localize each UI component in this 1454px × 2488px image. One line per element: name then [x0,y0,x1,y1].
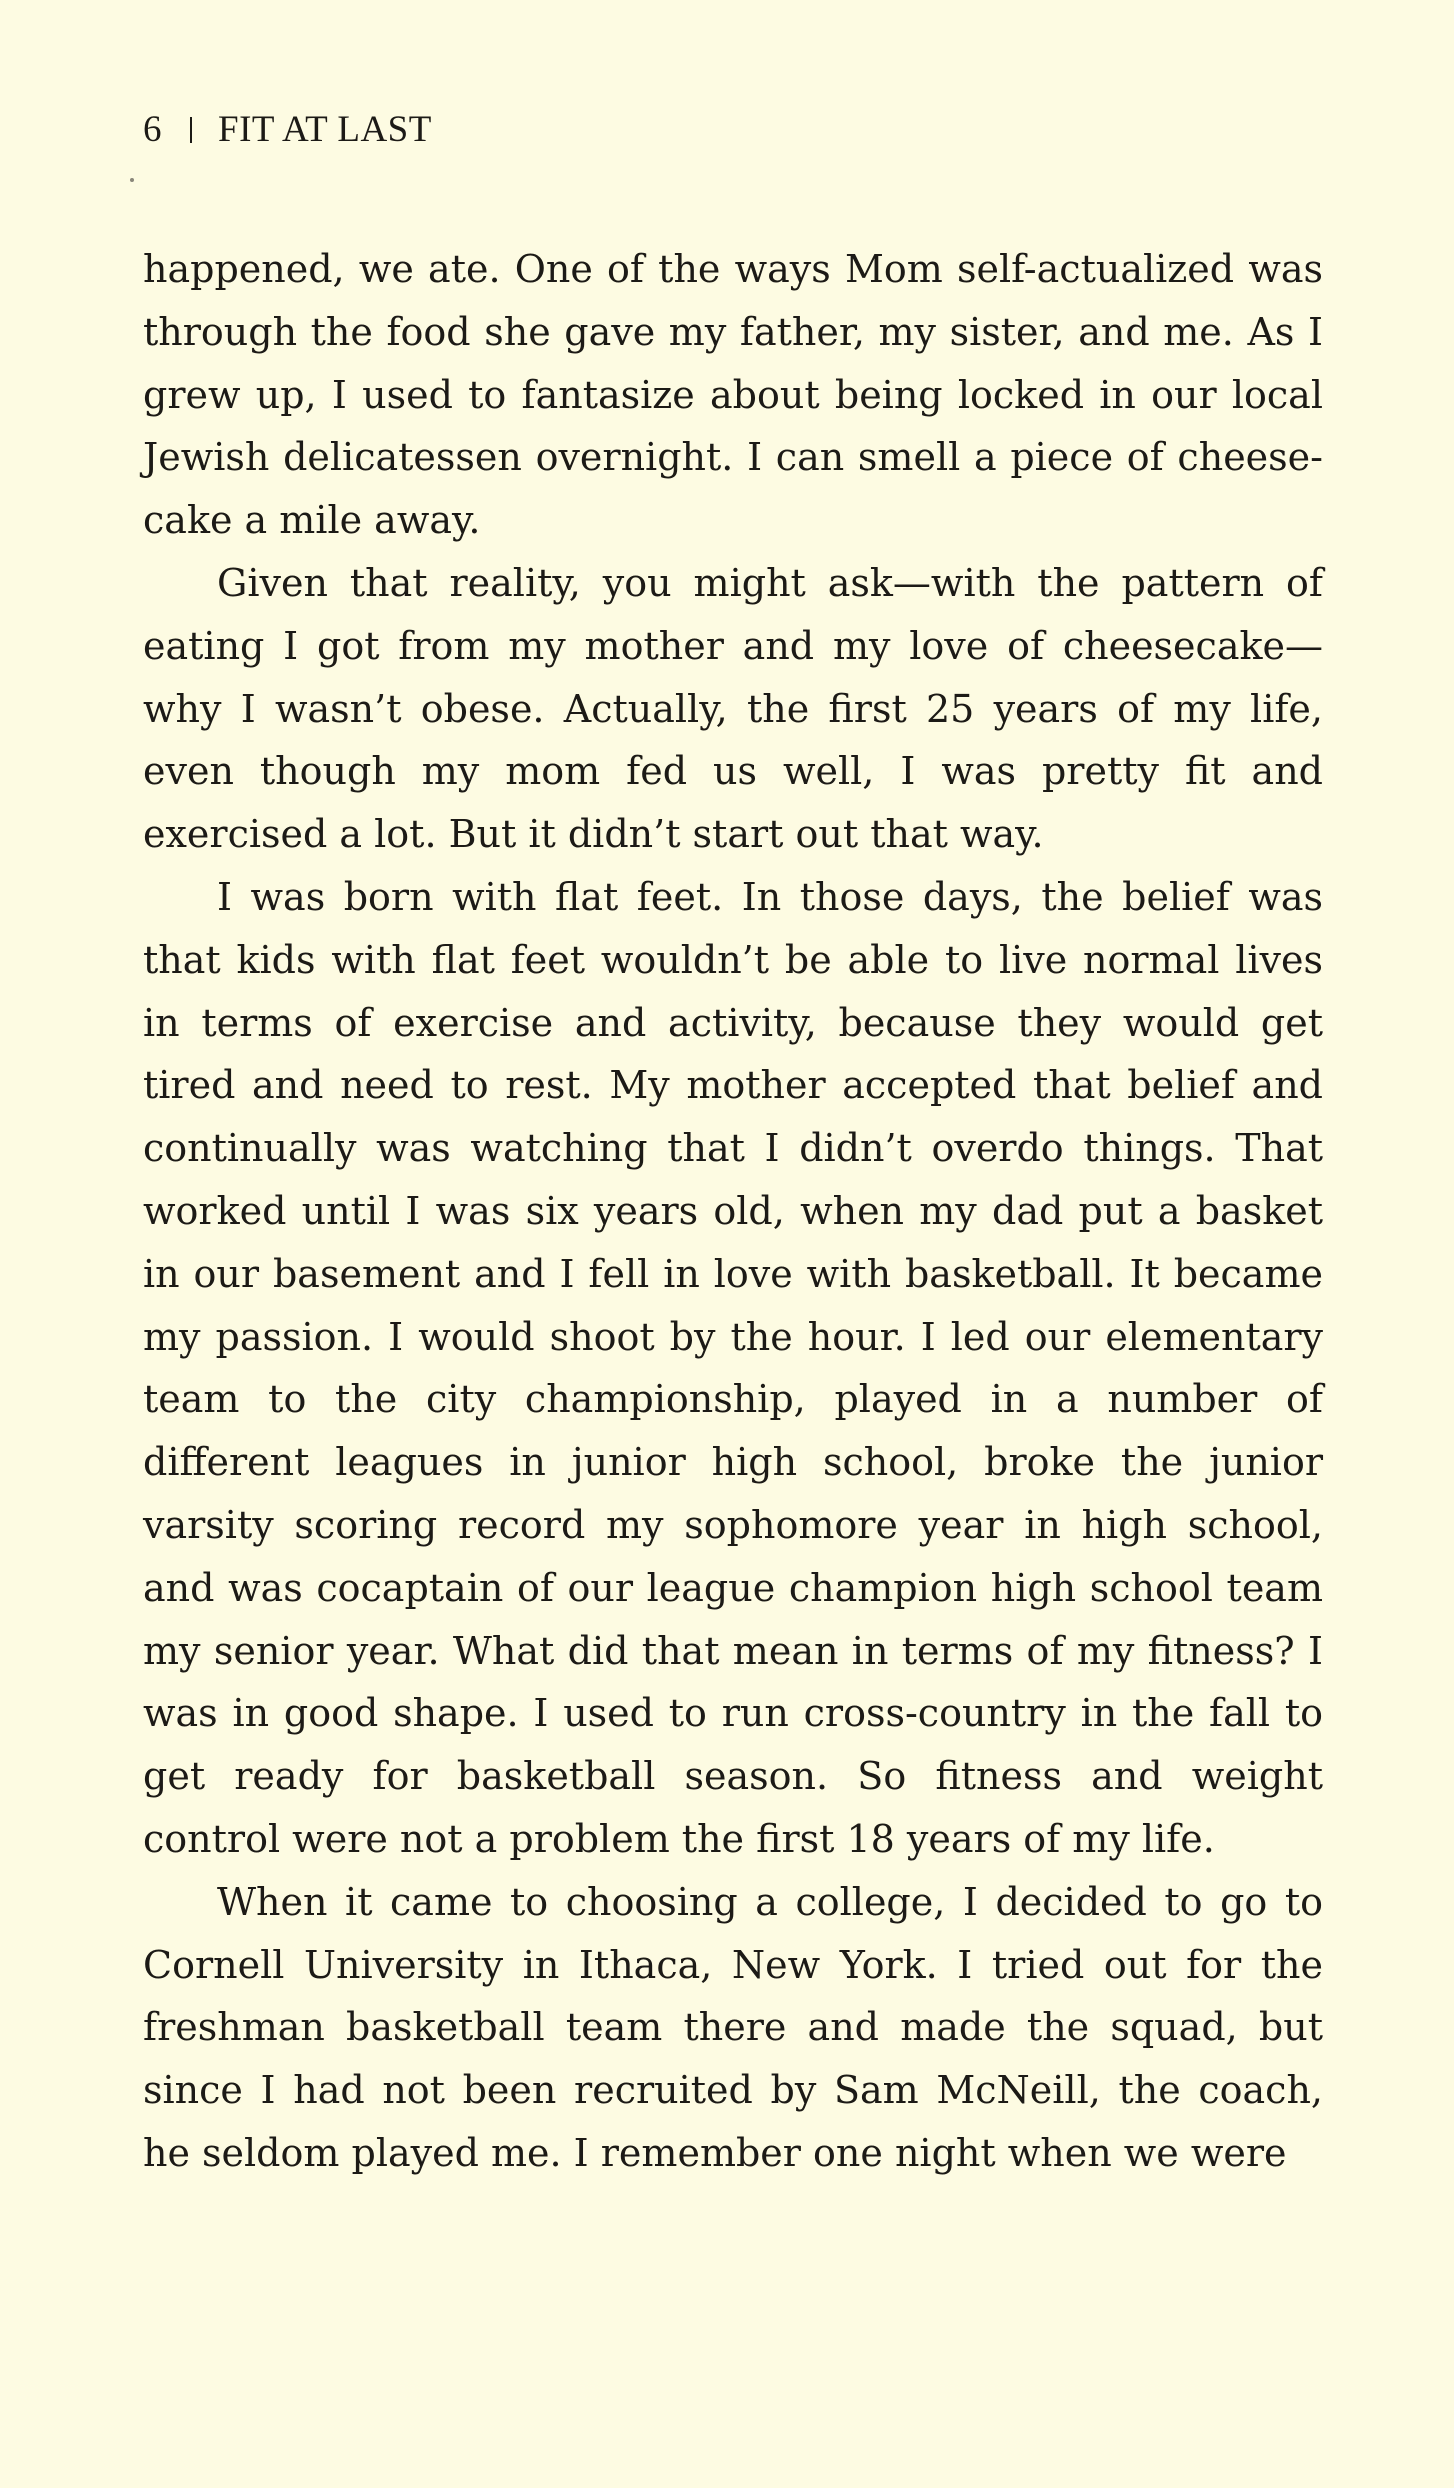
paragraph-4: When it came to choosing a college, I decided to go to Cornell University in Ithaca, New York. I tried out for the freshman basketball team there and made the squad, but since I had not been recruited by Sam McNeill, the coach, he seldom played me. I remember one night when we were [143,1879,1323,2175]
book-title: FIT AT LAST [218,109,432,150]
paragraph-1: happened, we ate. One of the ways Mom self-actualized was through the food she gave my father, my sister, and me. As I grew up, I used to fantasize about being locked in our local Jewish delicatessen overnight. I can smell a piece of cheese-cake a mile away. [143,247,1323,543]
paper-speck [130,178,134,182]
paragraph-3: I was born with flat feet. In those days, the belief was that kids with flat feet wouldn’t be able to live normal lives in terms of exercise and activity, because they would get tired and need to rest. My mother accepted that belief and continually was watching that I didn’t overdo things. That worked until I was six years old, when my dad put a basket in our basement and I fell in love with basketball. It became my passion. I would shoot by the hour. I led our elementary team to the city championship, played in a number of different leagues in junior high school, broke the junior varsity scoring record my sophomore year in high school, and was cocaptain of our league champion high school team my senior year. What did that mean in terms of my fitness? I was in good shape. I used to run cross-country in the fall to get ready for basketball season. So fitness and weight control were not a problem the first 18 years of my life. [143,874,1323,1861]
header-separator [190,117,192,143]
page-number: 6 [143,109,162,150]
body-text [143,238,1323,2185]
running-head [143,108,432,151]
paragraph-2: Given that reality, you might ask—with the pattern of eating I got from my mother and my love of cheesecake—why I wasn’t obese. Actually, the first 25 years of my life, even though my mom fed us well, I was pretty fit and exercised a lot. But it didn’t start out that way. [143,560,1323,857]
